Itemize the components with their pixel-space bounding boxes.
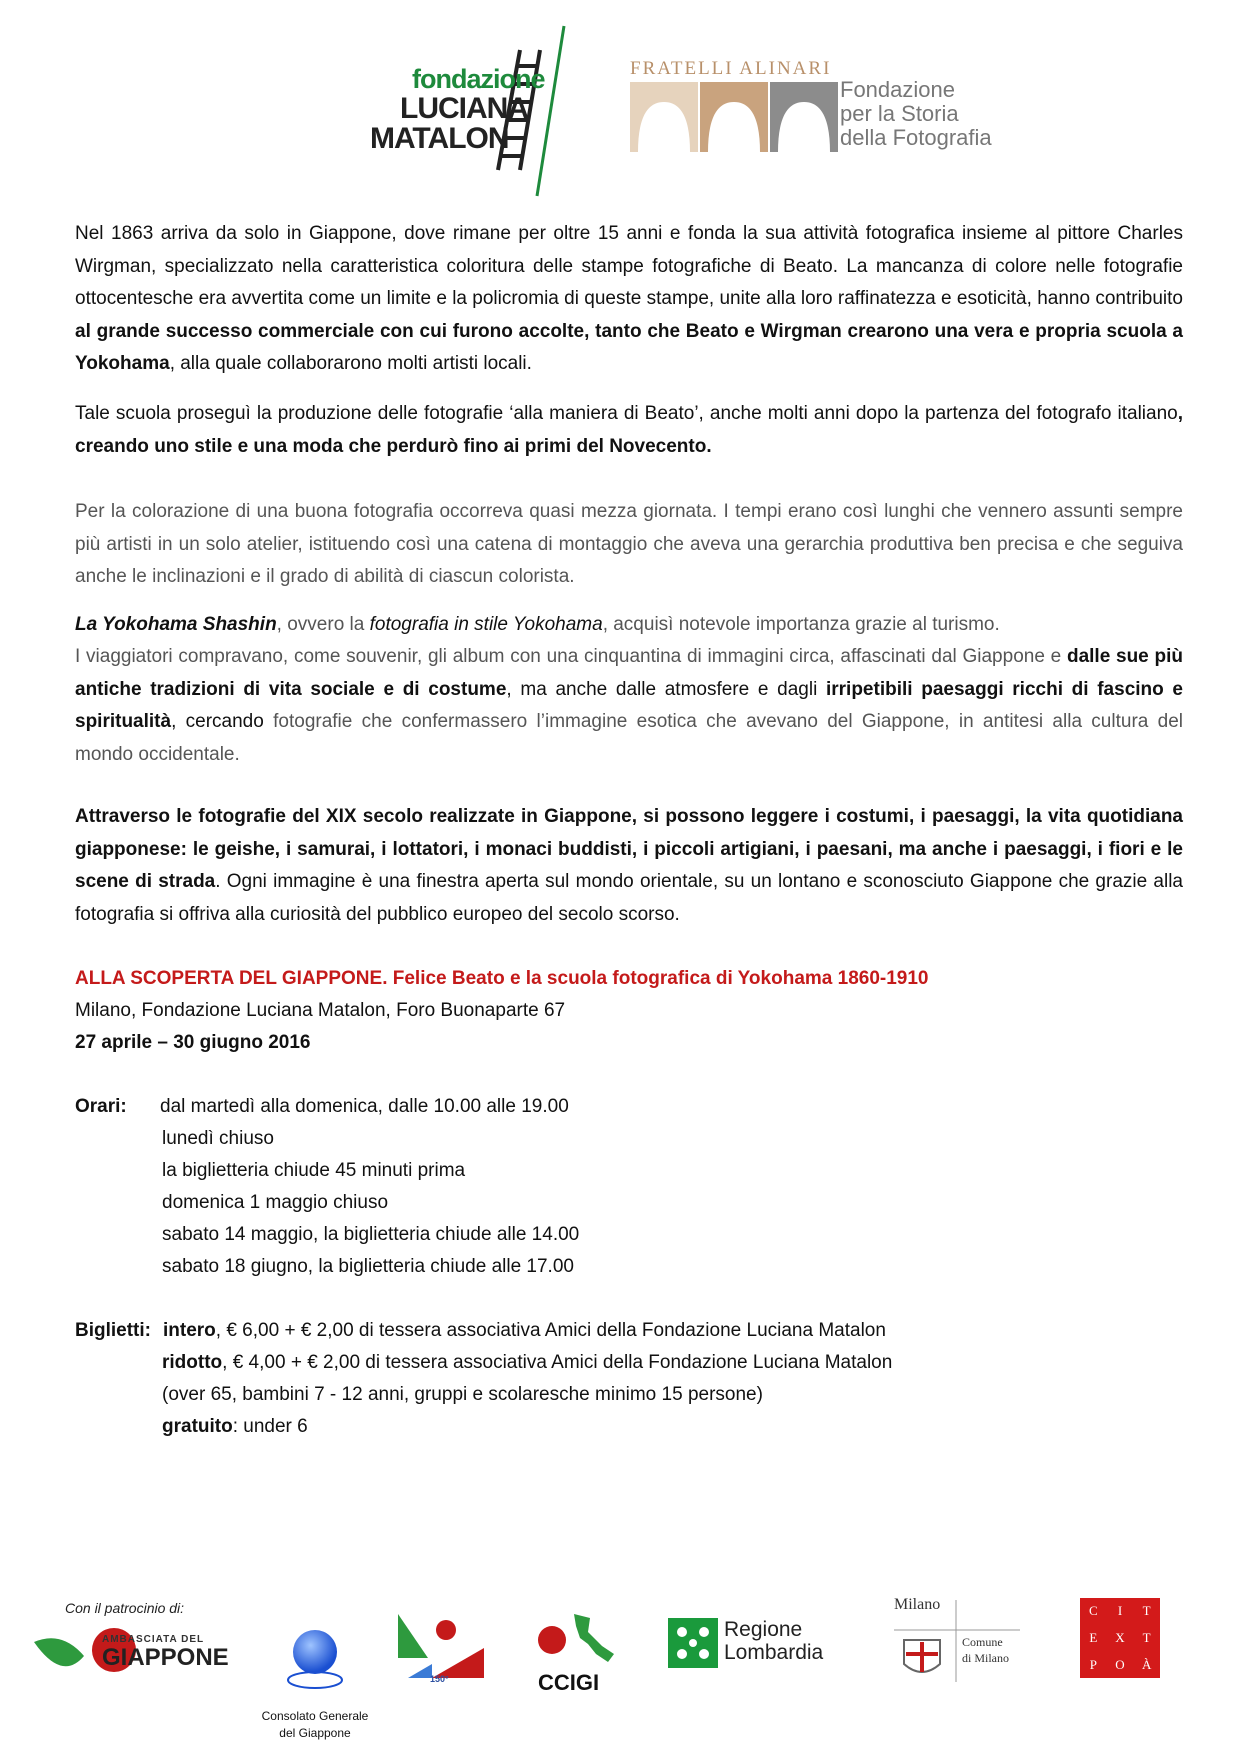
ticket-intero: intero, € 6,00 + € 2,00 di tessera associativa Amici della Fondazione Luciana Matalon [163, 1320, 886, 1341]
consolato-text [250, 1708, 380, 1742]
milano-brand: Milano [894, 1596, 941, 1613]
ccigi-text: CCIGI [538, 1670, 600, 1695]
event-venue: Milano, Fondazione Luciana Matalon, Foro Buonaparte 67 [75, 1000, 566, 1021]
lombardia-line1: Regione [724, 1618, 803, 1641]
citexpo-letter: T [1142, 1629, 1151, 1645]
hours-line: dal martedì alla domenica, dalle 10.00 alle 19.00 [160, 1096, 569, 1117]
comune-milano-logo [890, 1596, 1025, 1686]
hours-label: Orari: [75, 1096, 127, 1117]
alinari-line2: per la Storia [840, 101, 959, 126]
paragraph-4: La Yokohama Shashin, ovvero la fotografia in stile Yokohama, acquisì notevole importanza grazie al turismo. [75, 614, 1000, 635]
patronage-label: Con il patrocinio di: [65, 1600, 185, 1616]
alinari-logo [630, 58, 1010, 168]
alinari-subtitle [840, 78, 992, 150]
hours-line: la biglietteria chiude 45 minuti prima [162, 1160, 466, 1181]
ambasciata-line2: GIAPPONE [102, 1644, 229, 1671]
event-dates: 27 aprile – 30 giugno 2016 [75, 1032, 311, 1053]
paragraph-5: I viaggiatori compravano, come souvenir, gli album con una cinquantina di immagini circa, affascinati dal Giappone e dalle sue più antiche tradizioni di vita sociale e di costume, ma anche dalle atmosfere e dagli irripetibili paesaggi ricchi di fascino e spiritualità, cercando fotografie che confermassero l’immagine esotica che avevano del Giappone, in antitesi alla cultura del mondo occidentale. [75, 646, 1183, 765]
milano-line2: di Milano [962, 1651, 1009, 1665]
event-title: ALLA SCOPERTA DEL GIAPPONE. Felice Beato e la scuola fotografica di Yokohama 1860-1910 [75, 968, 929, 989]
paragraph-1: Nel 1863 arriva da solo in Giappone, dove rimane per oltre 15 anni e fonda la sua attività fotografica insieme al pittore Charles Wirgman, specializzato nella caratteristica coloritura delle stampe fotografiche di Beato. La mancanza di colore nelle fotografie ottocentesche era avvertita come un limite e la policromia di queste stampe, unite alla loro raffinatezza e esoticità, hanno contribuito al grande successo commerciale con cui furono accolte, tanto che Beato e Wirgman crearono una vera e propria scuola a Yokohama, alla quale collaborarono molti artisti locali. [75, 223, 1183, 374]
ambasciata-line1: AMBASCIATA DEL [102, 1634, 205, 1645]
anniversary-150-logo [388, 1608, 488, 1688]
consolato-logo [250, 1628, 380, 1738]
lombardia-line2: Lombardia [724, 1641, 824, 1664]
consolato-line2: del Giappone [279, 1726, 351, 1740]
alinari-brand: FRATELLI ALINARI [630, 58, 832, 79]
regione-lombardia-logo [668, 1614, 848, 1674]
ticket-gratuito: gratuito: under 6 [162, 1416, 308, 1437]
ticket-ridotto: ridotto, € 4,00 + € 2,00 di tessera associativa Amici della Fondazione Luciana Matalon [162, 1352, 893, 1373]
hours-line: sabato 14 maggio, la biglietteria chiude alle 14.00 [162, 1224, 580, 1245]
ticket-ridotto-note: (over 65, bambini 7 - 12 anni, gruppi e scolaresche minimo 15 persone) [162, 1384, 763, 1405]
globe-icon [250, 1628, 380, 1690]
rosa-camuna-icon [668, 1618, 718, 1668]
paragraph-2: Tale scuola proseguì la produzione delle fotografie ‘alla maniera di Beato’, anche molti anni dopo la partenza del fotografo italiano, creando uno stile e una moda che perdurò fino ai primi del Novecento. [75, 403, 1183, 457]
anniversary-text: 150° [430, 1674, 449, 1684]
ccigi-logo [530, 1610, 620, 1698]
ambasciata-giappone-logo [32, 1620, 232, 1680]
milano-line1: Comune [962, 1635, 1003, 1649]
citexpo-logo [1080, 1598, 1160, 1678]
fondazione-matalon-logo [370, 10, 610, 200]
citexpo-letter: I [1117, 1603, 1123, 1619]
alinari-line3: della Fotografia [840, 125, 992, 150]
paragraph-6: Attraverso le fotografie del XIX secolo realizzate in Giappone, si possono leggere i costumi, i paesaggi, la vita quotidiana giapponese: le geishe, i samurai, i lottatori, i monaci buddisti, i piccoli artigiani, i paesani, ma anche i paesaggi, i fiori e le scene di strada. Ogni immagine è una finestra aperta sul mondo orientale, su un lontano e sconosciuto Giappone che grazie alla fotografia si offriva alla curiosità del pubblico europeo del secolo scorso. [75, 806, 1183, 925]
alinari-line1: Fondazione [840, 77, 955, 102]
lombardia-text [724, 1618, 823, 1664]
hours-line: domenica 1 maggio chiuso [162, 1192, 389, 1213]
citexpo-letter: C [1088, 1603, 1098, 1619]
citexpo-letter: X [1115, 1629, 1125, 1645]
italy-map-icon [530, 1610, 620, 1672]
citexpo-letter: T [1142, 1603, 1151, 1619]
hours-line: lunedì chiuso [162, 1128, 274, 1149]
citexpo-letter: E [1089, 1629, 1098, 1645]
consolato-line1: Consolato Generale [261, 1709, 369, 1723]
arches-icon [630, 82, 840, 152]
milano-text [962, 1634, 1009, 1666]
paragraph-3: Per la colorazione di una buona fotografia occorreva quasi mezza giornata. I tempi erano così lunghi che vennero assunti sempre più artisti in un solo atelier, istituendo così una catena di montaggio che aveva una gerarchia produttiva ben precisa e che seguiva anche le inclinazioni e il grado di abilità di ciascun colorista. [75, 501, 1183, 587]
logo-line-fondazione: fondazione [412, 64, 545, 94]
hours-line: sabato 18 giugno, la biglietteria chiude alle 17.00 [162, 1256, 574, 1277]
citexpo-letter: O [1115, 1656, 1125, 1672]
logo-line-luciana: LUCIANA [400, 92, 528, 125]
logo-line-matalon: MATALON [370, 122, 509, 155]
tickets-label: Biglietti: [75, 1320, 151, 1341]
citexpo-letter: À [1141, 1656, 1152, 1672]
citexpo-letter: P [1089, 1656, 1097, 1672]
